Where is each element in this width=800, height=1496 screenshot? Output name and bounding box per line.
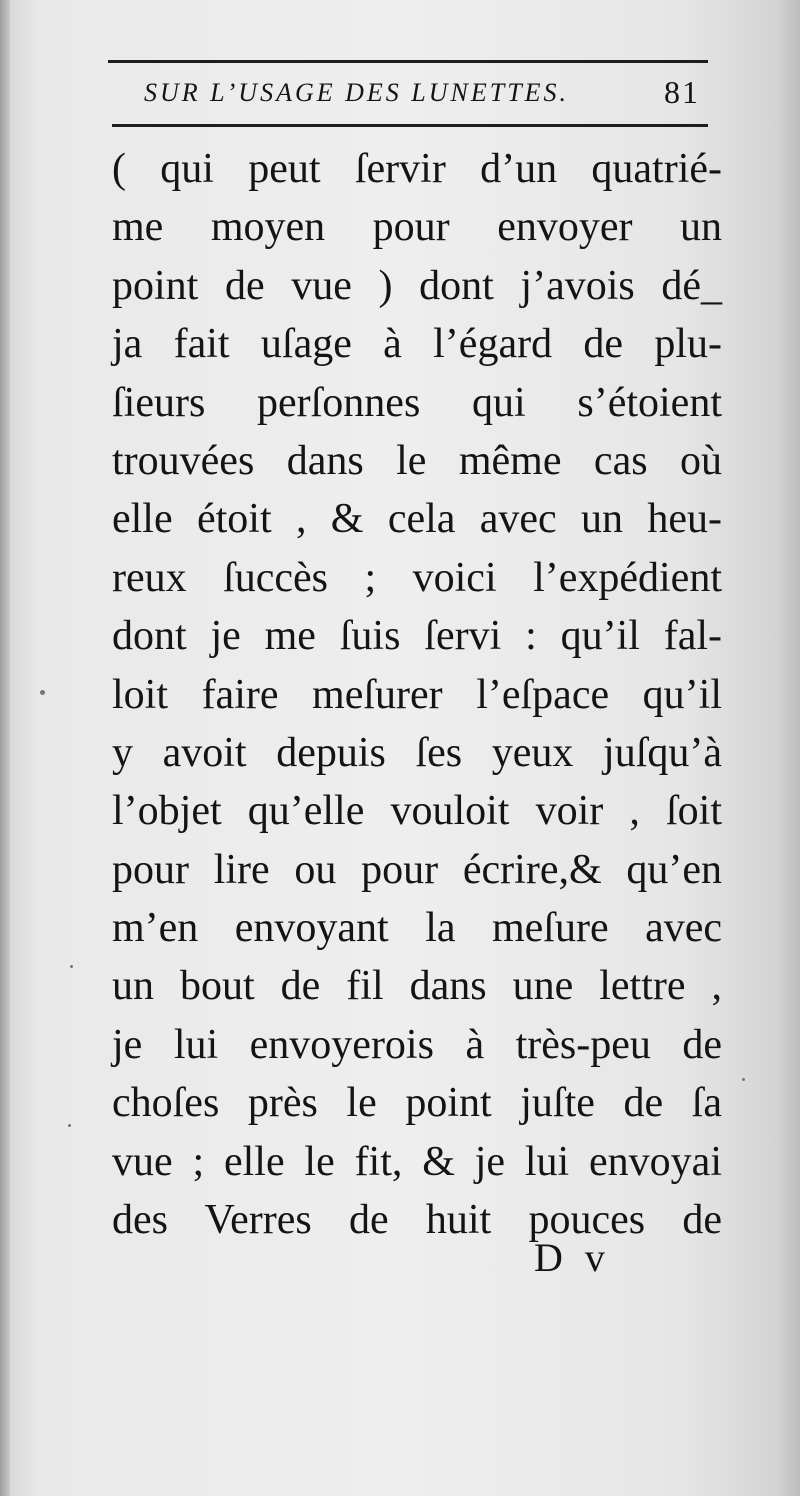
running-head-title: SUR L’USAGE DES LUNETTES. — [144, 78, 570, 107]
text-line: trouvées dans le même cas où — [112, 437, 722, 484]
text-line: des Verres de huit pouces de — [112, 1197, 722, 1244]
text-line: point de vue ) dont j’avois dé_ — [112, 262, 722, 309]
header-rule-bottom — [112, 124, 708, 127]
text-line: je lui envoyerois à très-peu de — [112, 1021, 722, 1068]
catchword-signature: D v — [534, 1235, 611, 1280]
text-line: m’en envoyant la meſure avec — [112, 905, 722, 952]
text-line: l’objet qu’elle vouloit voir , ſoit — [112, 788, 722, 835]
paper-speck — [742, 1078, 745, 1081]
header-rule-top — [108, 60, 708, 63]
paper-speck — [68, 1124, 71, 1127]
page-gutter-edge — [0, 0, 10, 1496]
text-line: ja fait uſage à l’égard de plu- — [112, 321, 722, 368]
text-line: ſieurs perſonnes qui s’étoient — [112, 379, 722, 426]
text-line: ( qui peut ſervir d’un quatrié- — [112, 146, 722, 192]
text-line: un bout de fil dans une lettre , — [112, 963, 722, 1010]
paper-speck — [40, 690, 45, 695]
body-text — [112, 140, 722, 1249]
page-number: 81 — [664, 74, 700, 110]
text-line: vue ; elle le fit, & je lui envoyai — [112, 1138, 722, 1185]
text-line: choſes près le point juſte de ſa — [112, 1080, 722, 1127]
text-line: elle étoit , & cela avec un heu- — [112, 496, 722, 543]
text-line: loit faire meſurer l’eſpace qu’il — [112, 671, 722, 718]
text-line: dont je me ſuis ſervi : qu’il fal- — [112, 613, 722, 660]
paper-speck — [70, 965, 73, 968]
text-line: me moyen pour envoyer un — [112, 204, 722, 251]
running-head — [112, 72, 708, 116]
text-line: pour lire ou pour écrire,& qu’en — [112, 846, 722, 893]
text-line: y avoit depuis ſes yeux juſqu’à — [112, 729, 722, 776]
text-line: reux ſuccès ; voici l’expédient — [112, 554, 722, 601]
